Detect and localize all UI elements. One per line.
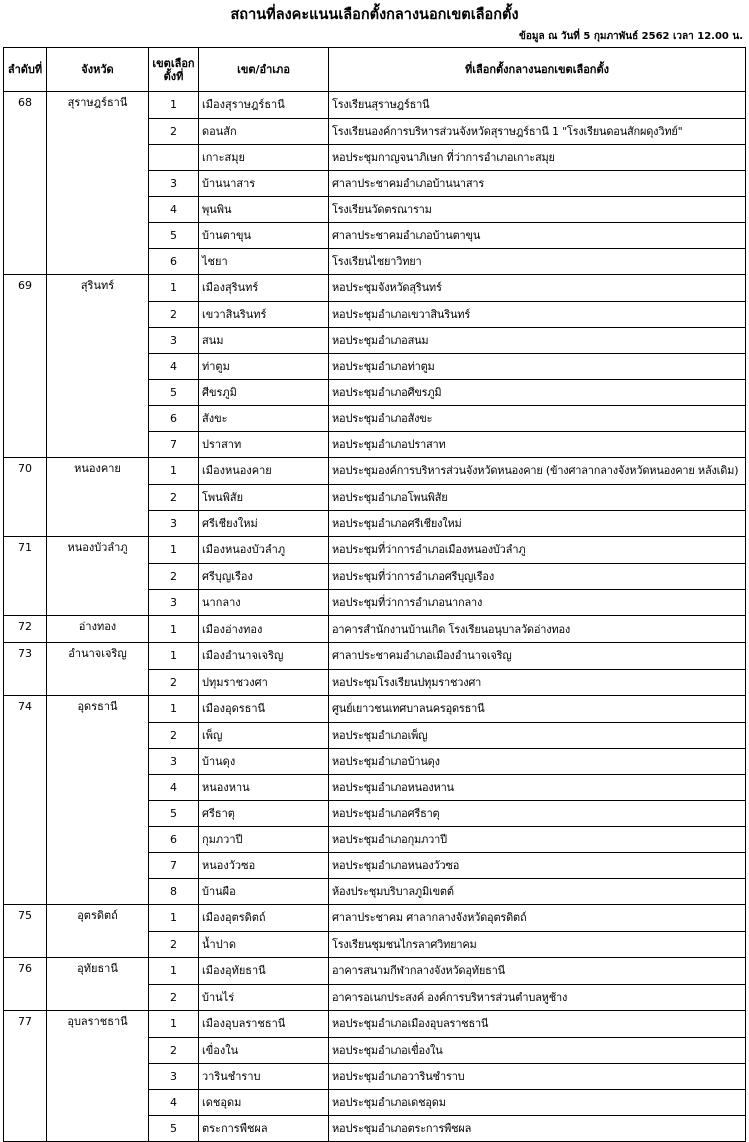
district-cell: 5 [149,379,199,405]
header-amphoe: เขต/อำเภอ [199,48,329,92]
row-number [4,1037,47,1063]
amphoe-cell: สนม [199,327,329,353]
province-cell [47,774,149,800]
amphoe-cell: ศรีบุญเรือง [199,563,329,589]
district-cell: 1 [149,537,199,564]
row-number [4,118,47,144]
polling-place-cell: หอประชุมอำเภอสังขะ [329,405,746,431]
table-row [4,931,746,958]
table-row [4,905,746,932]
table-row [4,589,746,616]
amphoe-cell: นากลาง [199,589,329,616]
amphoe-cell: เมืองหนองบัวลำภู [199,537,329,564]
polling-stations-table [3,47,746,1142]
polling-place-cell: หอประชุมอำเภอหนองวัวซอ [329,852,746,878]
polling-place-cell: หอประชุมอำเภอศีขรภูมิ [329,379,746,405]
polling-place-cell: โรงเรียนวัดตรณาราม [329,196,746,222]
table-row [4,826,746,852]
amphoe-cell: น้ำปาด [199,931,329,958]
polling-place-cell: หอประชุมอำเภอศรีเชียงใหม่ [329,510,746,537]
province-cell: อำนาจเจริญ [47,643,149,670]
province-cell [47,327,149,353]
amphoe-cell: เมืองอ่างทอง [199,616,329,643]
amphoe-cell: เขวาสินรินทร์ [199,301,329,327]
amphoe-cell: เมืองอุดรธานี [199,696,329,723]
province-cell [47,405,149,431]
amphoe-cell: หนองวัวซอ [199,852,329,878]
table-row [4,144,746,170]
province-cell [47,1115,149,1142]
province-cell: สุรินทร์ [47,275,149,302]
province-cell [47,353,149,379]
row-number [4,484,47,510]
amphoe-cell: เมืองอุตรดิตถ์ [199,905,329,932]
row-number [4,984,47,1011]
polling-place-cell: ศาลาประชาคม ศาลากลางจังหวัดอุตรดิตถ์ [329,905,746,932]
district-cell: 2 [149,722,199,748]
table-row [4,722,746,748]
polling-place-cell: ศาลาประชาคมอำเภอเมืองอำนาจเจริญ [329,643,746,670]
province-cell [47,826,149,852]
province-cell [47,722,149,748]
province-cell [47,222,149,248]
amphoe-cell: บ้านตาขุน [199,222,329,248]
table-row [4,1115,746,1142]
header-no: ลำดับที่ [4,48,47,92]
province-cell: หนองคาย [47,458,149,485]
polling-place-cell: อาคารสำนักงานบ้านเกิด โรงเรียนอนุบาลวัดอ่างทอง [329,616,746,643]
province-cell [47,563,149,589]
polling-place-cell: หอประชุมอำเภอหนองหาน [329,774,746,800]
province-cell [47,170,149,196]
province-cell: อ่างทอง [47,616,149,643]
province-cell [47,1089,149,1115]
table-row [4,852,746,878]
table-row [4,275,746,302]
table-row [4,696,746,723]
polling-place-cell: หอประชุมอำเภอกุมภวาปี [329,826,746,852]
row-number [4,1063,47,1089]
district-cell: 4 [149,353,199,379]
polling-place-cell: โรงเรียนสุราษฎร์ธานี [329,92,746,119]
district-cell: 8 [149,878,199,905]
amphoe-cell: เมืองสุราษฎร์ธานี [199,92,329,119]
table-row [4,431,746,458]
polling-place-cell: โรงเรียนไชยาวิทยา [329,248,746,275]
table-row [4,616,746,643]
table-row [4,170,746,196]
table-row [4,458,746,485]
amphoe-cell: ศรีเชียงใหม่ [199,510,329,537]
district-cell: 3 [149,170,199,196]
polling-place-cell: หอประชุมอำเภอปราสาท [329,431,746,458]
district-cell: 3 [149,510,199,537]
district-cell: 1 [149,275,199,302]
polling-place-cell: หอประชุมอำเภอตระการพืชผล [329,1115,746,1142]
district-cell: 5 [149,800,199,826]
row-number [4,431,47,458]
row-number: 75 [4,905,47,932]
province-cell: หนองบัวลำภู [47,537,149,564]
district-cell: 6 [149,405,199,431]
row-number [4,563,47,589]
table-row [4,774,746,800]
table-row [4,878,746,905]
district-cell: 1 [149,616,199,643]
polling-place-cell: อาคารสนามกีฬากลางจังหวัดอุทัยธานี [329,958,746,985]
row-number: 73 [4,643,47,670]
province-cell [47,144,149,170]
polling-place-cell: หอประชุมอำเภอเขวาสินรินทร์ [329,301,746,327]
table-row [4,1063,746,1089]
row-number: 70 [4,458,47,485]
district-cell: 2 [149,563,199,589]
district-cell: 4 [149,196,199,222]
polling-place-cell: ศาลาประชาคมอำเภอบ้านตาขุน [329,222,746,248]
amphoe-cell: เมืองอุทัยธานี [199,958,329,985]
district-cell: 5 [149,222,199,248]
province-cell [47,118,149,144]
amphoe-cell: สังขะ [199,405,329,431]
table-row [4,222,746,248]
province-cell [47,484,149,510]
table-row [4,800,746,826]
district-cell: 1 [149,458,199,485]
province-cell [47,748,149,774]
row-number [4,510,47,537]
district-cell: 2 [149,484,199,510]
table-row [4,248,746,275]
table-row [4,669,746,696]
row-number [4,826,47,852]
amphoe-cell: บ้านดุง [199,748,329,774]
row-number [4,800,47,826]
table-row [4,748,746,774]
row-number: 71 [4,537,47,564]
district-cell: 2 [149,984,199,1011]
row-number [4,852,47,878]
polling-place-cell: หอประชุมอำเภอท่าตูม [329,353,746,379]
table-row [4,327,746,353]
table-row [4,484,746,510]
row-number: 68 [4,92,47,119]
polling-place-cell: หอประชุมองค์การบริหารส่วนจังหวัดหนองคาย (ข้างศาลากลางจังหวัดหนองคาย หลังเดิม) [329,458,746,485]
amphoe-cell: ปราสาท [199,431,329,458]
table-header-row [4,48,746,92]
province-cell: สุราษฎร์ธานี [47,92,149,119]
amphoe-cell: ศรีธาตุ [199,800,329,826]
district-cell: 2 [149,118,199,144]
polling-place-cell: ห้องประชุมบริบาลภูมิเขตต์ [329,878,746,905]
province-cell [47,510,149,537]
province-cell [47,878,149,905]
province-cell [47,379,149,405]
polling-place-cell: หอประชุมอำเภอศรีธาตุ [329,800,746,826]
amphoe-cell: ปทุมราชวงศา [199,669,329,696]
table-row [4,643,746,670]
district-cell: 4 [149,1089,199,1115]
province-cell [47,1037,149,1063]
amphoe-cell: วารินชำราบ [199,1063,329,1089]
table-row [4,379,746,405]
polling-place-cell: หอประชุมอำเภอโพนพิสัย [329,484,746,510]
table-row [4,563,746,589]
polling-place-cell: ศาลาประชาคมอำเภอบ้านนาสาร [329,170,746,196]
row-number [4,379,47,405]
row-number [4,931,47,958]
district-cell: 6 [149,826,199,852]
province-cell: อุบลราชธานี [47,1011,149,1038]
polling-place-cell: หอประชุมกาญจนาภิเษก ที่ว่าการอำเภอเกาะสมุย [329,144,746,170]
polling-place-cell: หอประชุมอำเภอเมืองอุบลราชธานี [329,1011,746,1038]
table-row [4,405,746,431]
district-cell: 1 [149,92,199,119]
district-cell: 7 [149,431,199,458]
row-number: 72 [4,616,47,643]
polling-place-cell: อาคารอเนกประสงค์ องค์การบริหารส่วนตำบลหูช้าง [329,984,746,1011]
district-cell: 4 [149,774,199,800]
polling-place-cell: หอประชุมอำเภอบ้านดุง [329,748,746,774]
table-row [4,984,746,1011]
table-row [4,118,746,144]
district-cell: 7 [149,852,199,878]
row-number: 77 [4,1011,47,1038]
row-number [4,222,47,248]
row-number [4,722,47,748]
row-number [4,353,47,379]
table-row [4,537,746,564]
province-cell [47,196,149,222]
amphoe-cell: เมืองอุบลราชธานี [199,1011,329,1038]
polling-place-cell: หอประชุมอำเภอเขื่องใน [329,1037,746,1063]
row-number [4,748,47,774]
table-row [4,1089,746,1115]
row-number [4,196,47,222]
row-number [4,405,47,431]
polling-place-cell: ศูนย์เยาวชนเทศบาลนครอุดรธานี [329,696,746,723]
amphoe-cell: บ้านไร่ [199,984,329,1011]
district-cell: 1 [149,1011,199,1038]
polling-place-cell: หอประชุมที่ว่าการอำเภอนากลาง [329,589,746,616]
table-row [4,301,746,327]
district-cell: 1 [149,643,199,670]
header-place: ที่เลือกตั้งกลางนอกเขตเลือกตั้ง [329,48,746,92]
table-body [4,92,746,1142]
polling-place-cell: หอประชุมอำเภอสนม [329,327,746,353]
row-number [4,327,47,353]
province-cell [47,669,149,696]
province-cell [47,931,149,958]
amphoe-cell: บ้านนาสาร [199,170,329,196]
row-number: 69 [4,275,47,302]
amphoe-cell: หนองหาน [199,774,329,800]
polling-place-cell: หอประชุมอำเภอเดชอุดม [329,1089,746,1115]
amphoe-cell: ศีขรภูมิ [199,379,329,405]
row-number [4,774,47,800]
district-cell: 3 [149,748,199,774]
amphoe-cell: เกาะสมุย [199,144,329,170]
table-row [4,958,746,985]
table-row [4,1037,746,1063]
row-number [4,669,47,696]
table-row [4,353,746,379]
row-number [4,170,47,196]
province-cell [47,800,149,826]
amphoe-cell: ตระการพืชผล [199,1115,329,1142]
row-number: 74 [4,696,47,723]
district-cell: 2 [149,1037,199,1063]
row-number [4,1115,47,1142]
district-cell: 1 [149,696,199,723]
province-cell: อุดรธานี [47,696,149,723]
district-cell: 1 [149,905,199,932]
amphoe-cell: เขื่องใน [199,1037,329,1063]
table-row [4,196,746,222]
amphoe-cell: เมืองอำนาจเจริญ [199,643,329,670]
polling-place-cell: โรงเรียนชุมชนไกรลาศวิทยาคม [329,931,746,958]
row-number [4,144,47,170]
header-district: เขตเลือกตั้งที่ [149,48,199,92]
table-row [4,92,746,119]
table-row [4,510,746,537]
province-cell [47,852,149,878]
row-number [4,1089,47,1115]
polling-place-cell: หอประชุมจังหวัดสุรินทร์ [329,275,746,302]
province-cell [47,984,149,1011]
district-cell: 1 [149,958,199,985]
amphoe-cell: เพ็ญ [199,722,329,748]
province-cell [47,248,149,275]
amphoe-cell: เดชอุดม [199,1089,329,1115]
province-cell [47,431,149,458]
polling-place-cell: โรงเรียนองค์การบริหารส่วนจังหวัดสุราษฎร์ธานี 1 "โรงเรียนดอนสักผดุงวิทย์" [329,118,746,144]
amphoe-cell: กุมภวาปี [199,826,329,852]
header-province: จังหวัด [47,48,149,92]
district-cell: 2 [149,669,199,696]
province-cell: อุตรดิตถ์ [47,905,149,932]
province-cell [47,589,149,616]
amphoe-cell: เมืองสุรินทร์ [199,275,329,302]
document-title: สถานที่ลงคะแนนเลือกตั้งกลางนอกเขตเลือกตั้ง [230,7,519,23]
amphoe-cell: บ้านผือ [199,878,329,905]
polling-place-cell: หอประชุมโรงเรียนปทุมราชวงศา [329,669,746,696]
polling-place-cell: หอประชุมที่ว่าการอำเภอศรีบุญเรือง [329,563,746,589]
district-cell [149,144,199,170]
polling-place-cell: หอประชุมอำเภอวารินชำราบ [329,1063,746,1089]
amphoe-cell: ท่าตูม [199,353,329,379]
district-cell: 2 [149,931,199,958]
polling-place-cell: หอประชุมที่ว่าการอำเภอเมืองหนองบัวลำภู [329,537,746,564]
data-timestamp: ข้อมูล ณ วันที่ 5 กุมภาพันธ์ 2562 เวลา 12.00 น. [519,31,743,42]
district-cell: 2 [149,301,199,327]
district-cell: 5 [149,1115,199,1142]
amphoe-cell: เมืองหนองคาย [199,458,329,485]
district-cell: 3 [149,327,199,353]
province-cell [47,1063,149,1089]
row-number [4,878,47,905]
district-cell: 3 [149,589,199,616]
amphoe-cell: โพนพิสัย [199,484,329,510]
district-cell: 6 [149,248,199,275]
amphoe-cell: ไชยา [199,248,329,275]
amphoe-cell: ดอนสัก [199,118,329,144]
amphoe-cell: พุนพิน [199,196,329,222]
row-number [4,248,47,275]
province-cell: อุทัยธานี [47,958,149,985]
polling-place-cell: หอประชุมอำเภอเพ็ญ [329,722,746,748]
row-number [4,301,47,327]
district-cell: 3 [149,1063,199,1089]
province-cell [47,301,149,327]
row-number [4,589,47,616]
row-number: 76 [4,958,47,985]
